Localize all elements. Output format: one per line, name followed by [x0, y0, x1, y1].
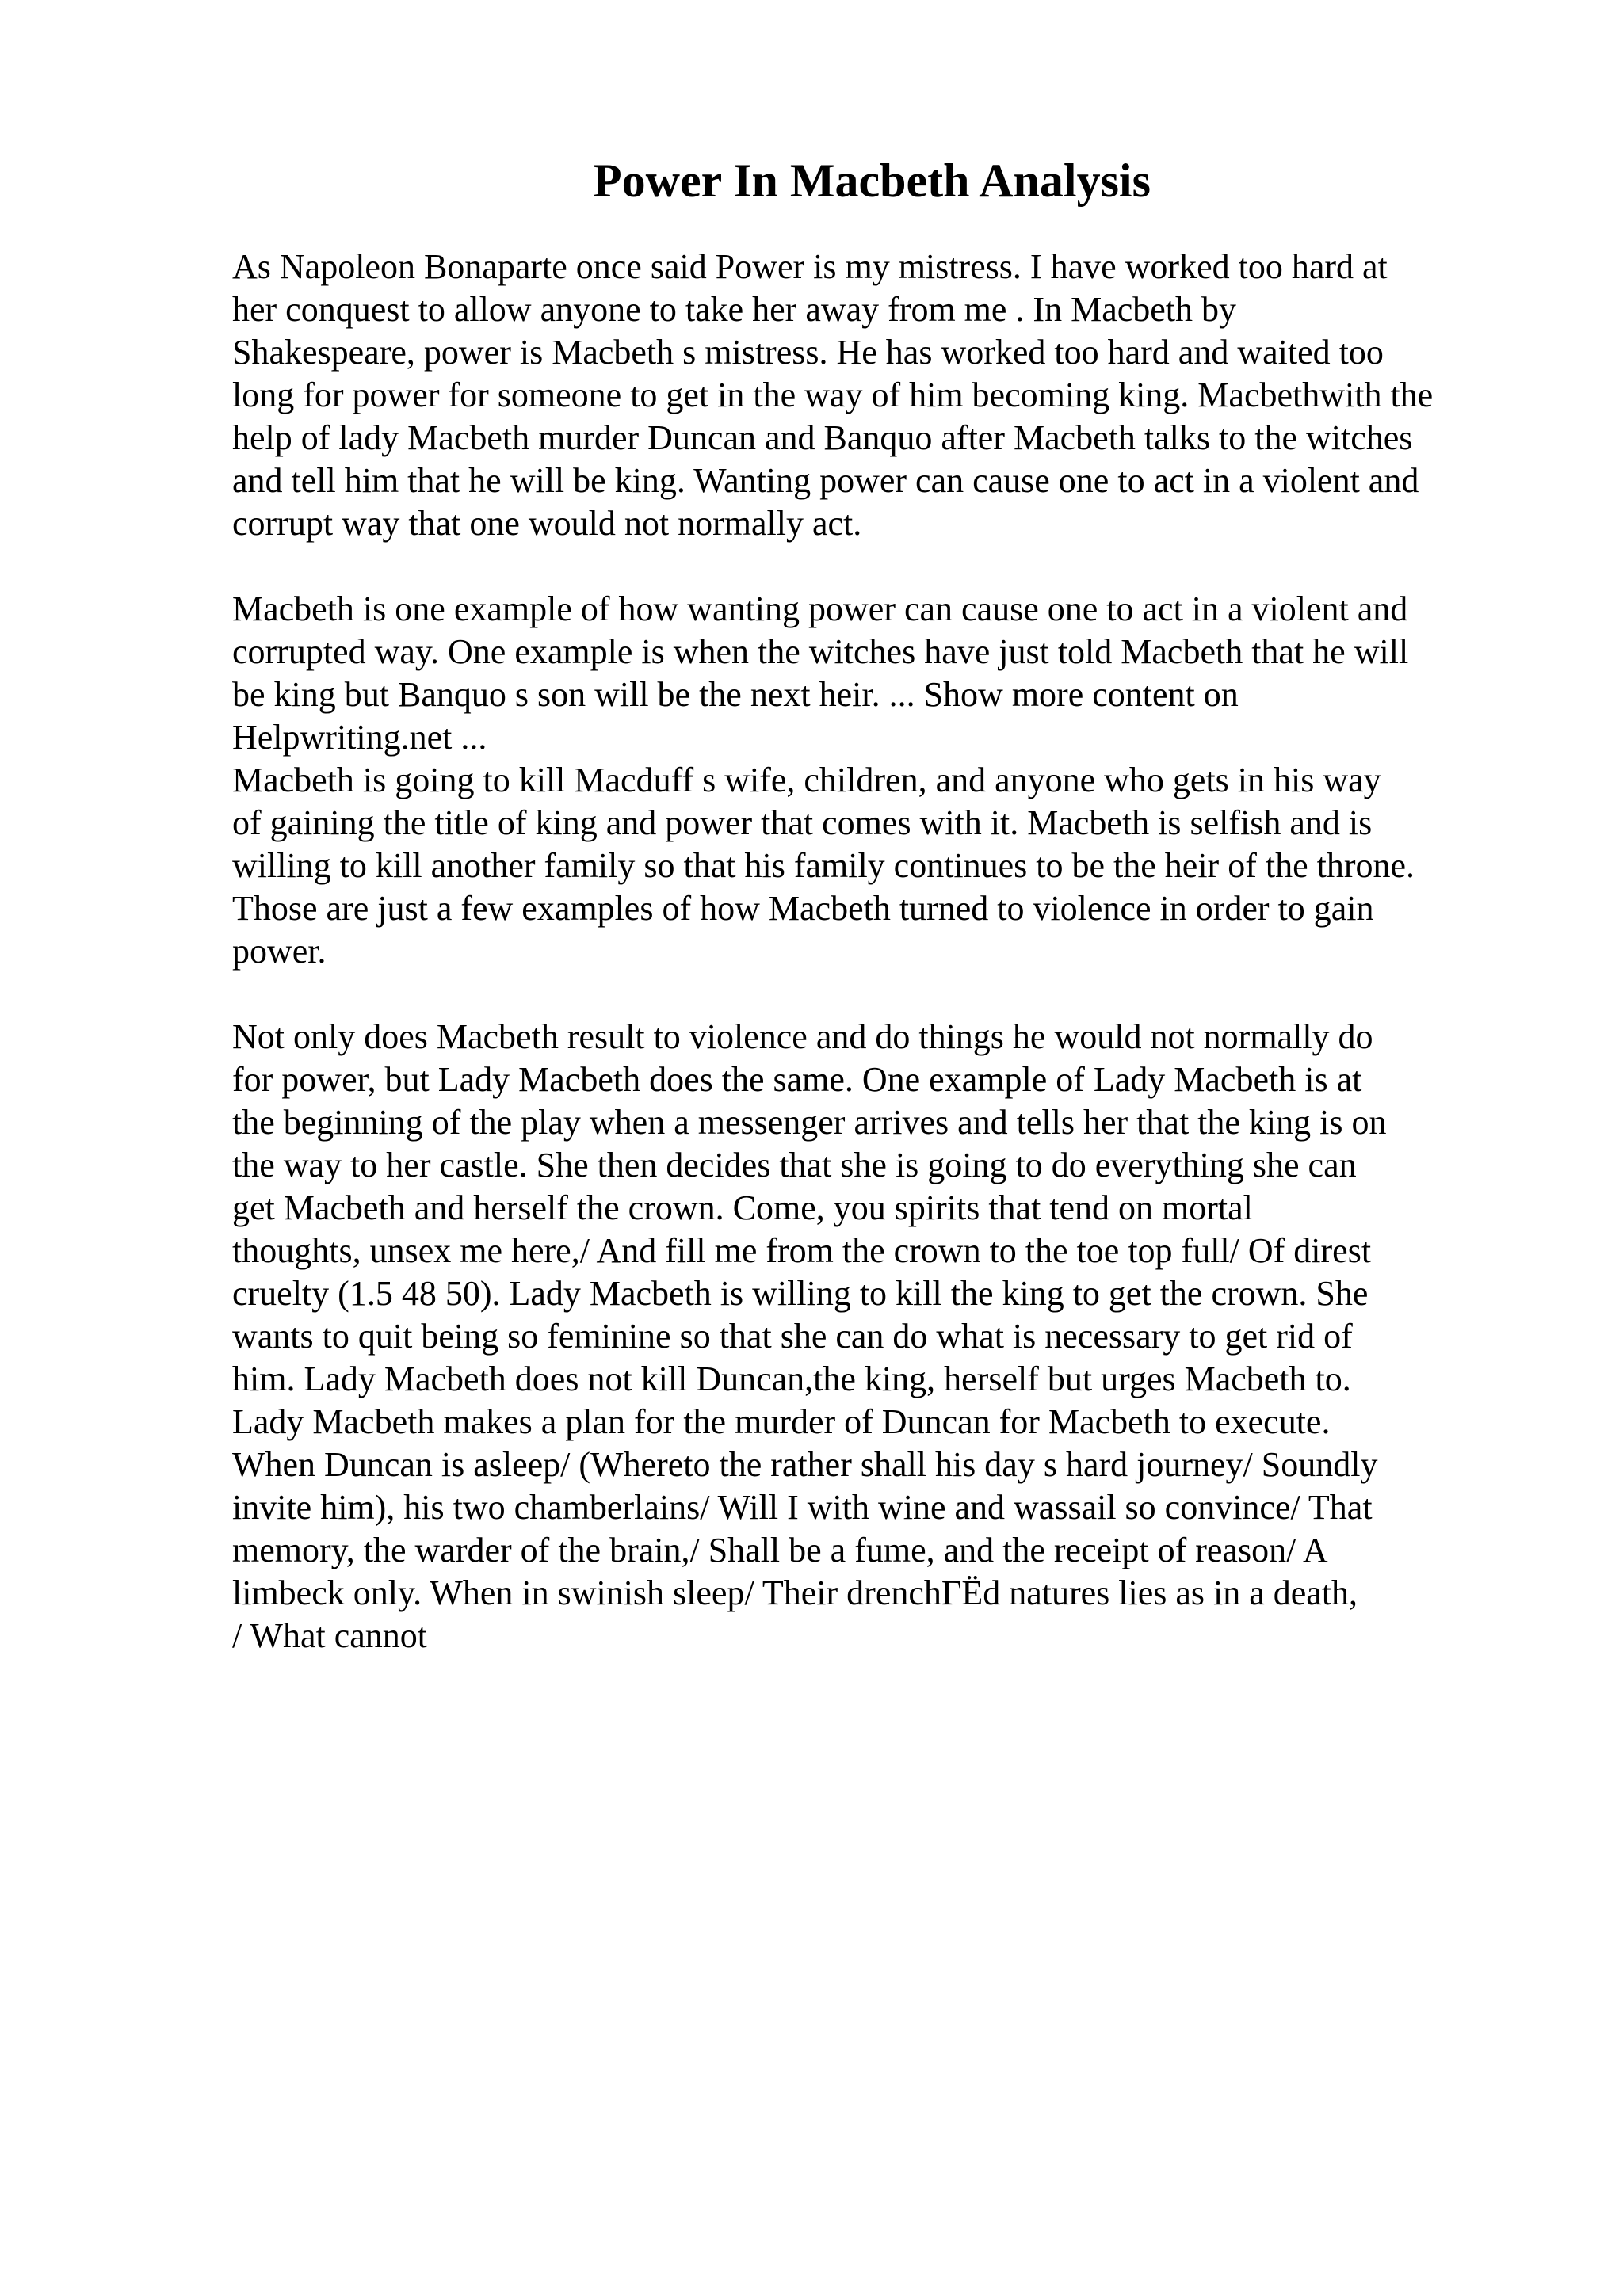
paragraph-3 [232, 759, 1516, 973]
paragraph-gap [232, 973, 1516, 1016]
text-line: and tell him that he will be king. Wanting power can cause one to act in a violent and [232, 461, 1419, 500]
text-line: willing to kill another family so that his family continues to be the heir of the throne. [232, 846, 1415, 885]
text-line: the way to her castle. She then decides that she is going to do everything she can [232, 1146, 1357, 1184]
text-line: Shakespeare, power is Macbeth s mistress. He has worked too hard and waited too [232, 333, 1384, 372]
text-line: get Macbeth and herself the crown. Come, you spirits that tend on mortal [232, 1188, 1253, 1227]
text-line: wants to quit being so feminine so that she can do what is necessary to get rid of [232, 1317, 1353, 1356]
text-line: long for power for someone to get in the way of him becoming king. Macbethwith the [232, 376, 1434, 414]
text-line: Macbeth is one example of how wanting power can cause one to act in a violent and [232, 589, 1408, 628]
paragraph-2 [232, 588, 1516, 759]
text-line: Lady Macbeth makes a plan for the murder of Duncan for Macbeth to execute. [232, 1402, 1331, 1441]
text-line: help of lady Macbeth murder Duncan and Banquo after Macbeth talks to the witches [232, 418, 1413, 457]
paragraph-1 [232, 246, 1516, 545]
text-line: limbeck only. When in swinish sleep/ Their drenchГЁd natures lies as in a death, [232, 1573, 1358, 1612]
text-line: thoughts, unsex me here,/ And fill me from the crown to the toe top full/ Of direst [232, 1231, 1372, 1270]
text-line: be king but Banquo s son will be the next heir. ... Show more content on [232, 675, 1239, 714]
text-line: Macbeth is going to kill Macduff s wife, children, and anyone who gets in his way [232, 761, 1381, 799]
text-line: Those are just a few examples of how Macbeth turned to violence in order to gain [232, 889, 1374, 928]
text-line: her conquest to allow anyone to take her away from me . In Macbeth by [232, 290, 1237, 329]
text-line: of gaining the title of king and power that comes with it. Macbeth is selfish and is [232, 803, 1373, 842]
text-line: Not only does Macbeth result to violence and do things he would not normally do [232, 1017, 1373, 1056]
text-line: power. [232, 932, 327, 971]
text-line: cruelty (1.5 48 50). Lady Macbeth is willing to kill the king to get the crown. She [232, 1274, 1369, 1313]
text-line: When Duncan is asleep/ (Whereto the rather shall his day s hard journey/ Soundly [232, 1445, 1378, 1484]
document-title: Power In Macbeth Analysis [593, 154, 1151, 207]
text-line: him. Lady Macbeth does not kill Duncan,the king, herself but urges Macbeth to. [232, 1360, 1351, 1398]
paragraph-4 [232, 1016, 1516, 1657]
text-line: for power, but Lady Macbeth does the same. One example of Lady Macbeth is at [232, 1060, 1362, 1099]
text-line: / What cannot [232, 1616, 427, 1655]
paragraph-gap [232, 545, 1516, 588]
text-line: corrupt way that one would not normally act. [232, 504, 862, 543]
text-line: Helpwriting.net ... [232, 718, 487, 757]
text-line: invite him), his two chamberlains/ Will I with wine and wassail so convince/ That [232, 1488, 1373, 1527]
text-line: the beginning of the play when a messenger arrives and tells her that the king is on [232, 1103, 1387, 1142]
text-line: corrupted way. One example is when the witches have just told Macbeth that he will [232, 632, 1409, 671]
document-body [232, 246, 1516, 1657]
text-line: memory, the warder of the brain,/ Shall be a fume, and the receipt of reason/ A [232, 1531, 1328, 1569]
text-line: As Napoleon Bonaparte once said Power is my mistress. I have worked too hard at [232, 247, 1388, 286]
